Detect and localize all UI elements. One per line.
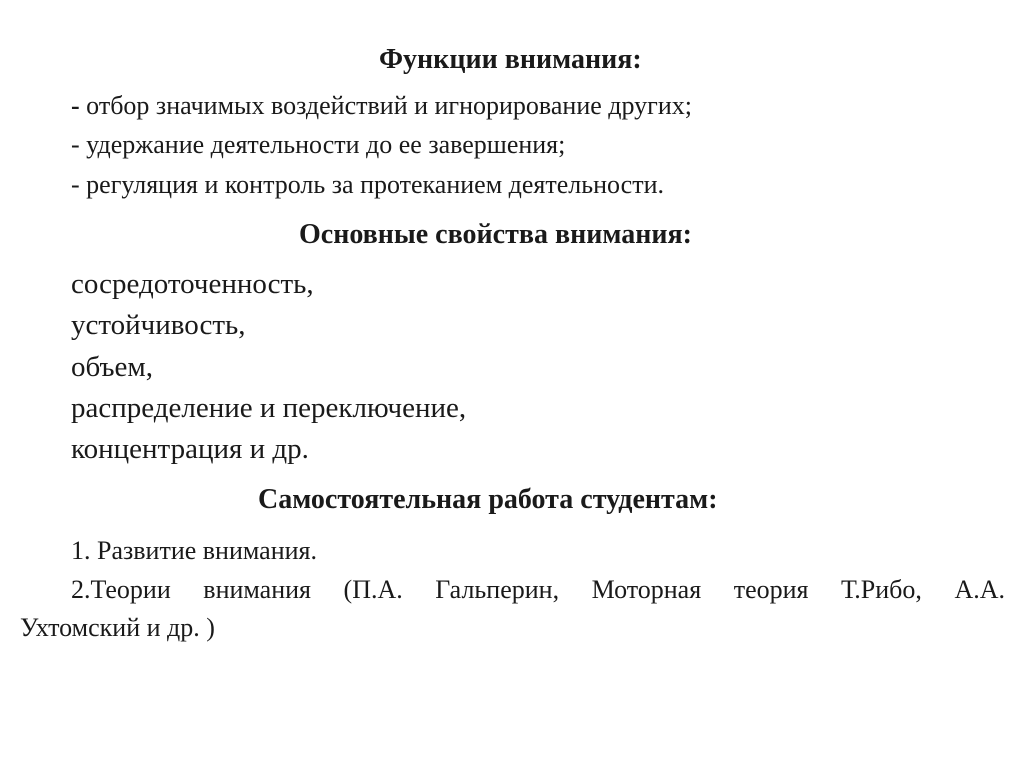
functions-item-text: отбор значимых воздействий и игнорирование других; <box>79 91 692 120</box>
self-work-item: 1. Развитие внимания. <box>71 536 317 565</box>
properties-item: объем, <box>71 351 154 383</box>
functions-item-text: регуляция и контроль за протеканием деятельности. <box>79 170 664 199</box>
properties-heading: Основные свойства внимания: <box>299 219 692 250</box>
self-work-heading: Самостоятельная работа студентам: <box>258 484 718 515</box>
properties-item: сосредоточенность, <box>71 268 314 300</box>
functions-item <box>71 130 565 160</box>
functions-heading: Функции внимания: <box>379 44 642 75</box>
functions-item <box>71 91 692 121</box>
self-work-item-line: 2.Теории внимания (П.А. Гальперин, Моторная теория Т.Рибо, А.А. <box>71 575 1005 604</box>
properties-item: концентрация и др. <box>71 433 309 465</box>
properties-item: устойчивость, <box>71 309 246 341</box>
functions-item <box>71 170 664 200</box>
self-work-item-line: Ухтомский и др. ) <box>20 613 215 642</box>
functions-item-text: удержание деятельности до ее завершения; <box>79 130 566 159</box>
functions-item-dash: - <box>71 130 80 159</box>
functions-item-dash: - <box>71 91 80 120</box>
functions-item-dash: - <box>71 170 80 199</box>
self-work-item <box>20 571 1005 647</box>
properties-item: распределение и переключение, <box>71 392 467 424</box>
